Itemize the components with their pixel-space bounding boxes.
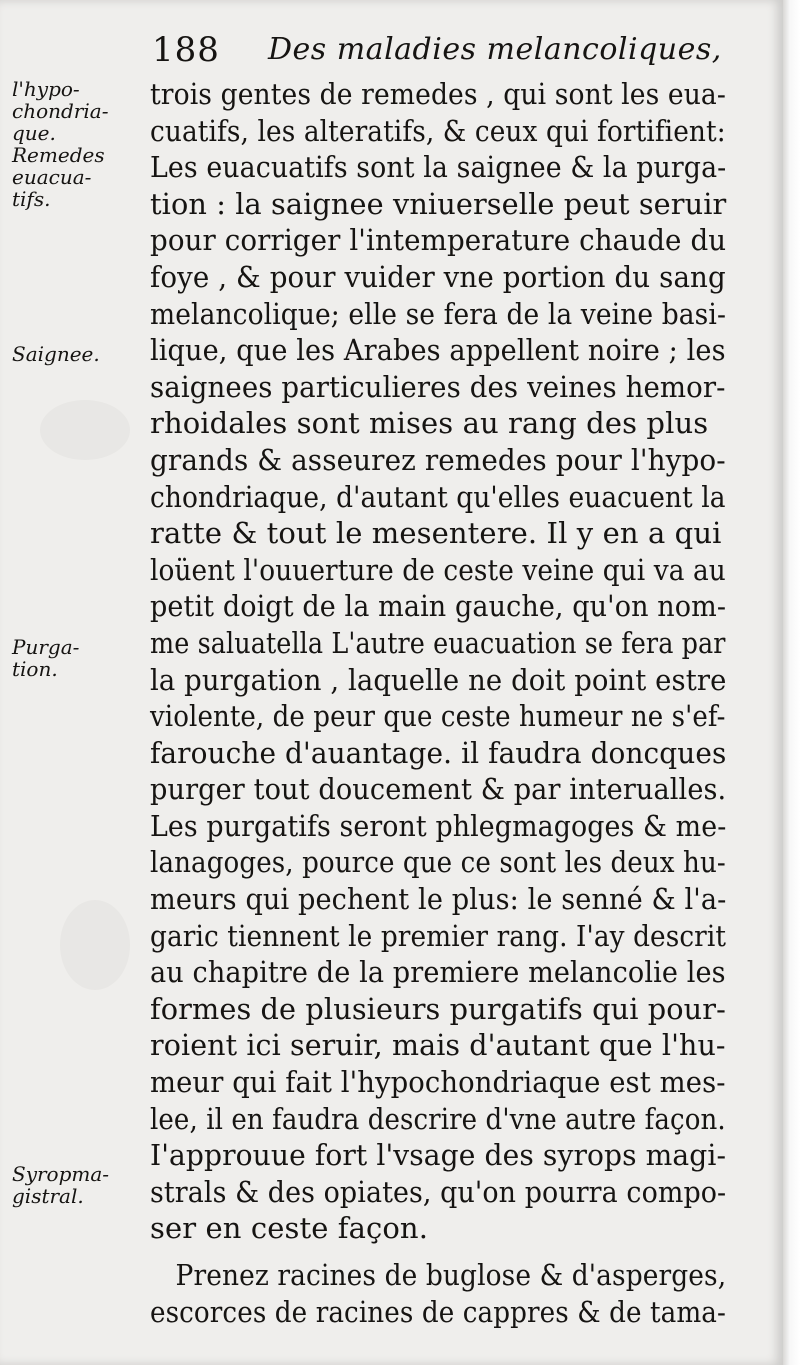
marginal-note-syrop-magistral <box>12 1163 142 1207</box>
marginal-note-line: Purga- <box>12 635 80 659</box>
text-line: trois gentes de remedes , qui sont les eua- <box>150 77 726 111</box>
running-title: Des maladies melancoliques, <box>268 32 722 67</box>
text-line: chondriaque, d'autant qu'elles euacuent la <box>150 479 726 514</box>
marginal-note-line: Remedes <box>12 143 105 167</box>
text-line: grands & asseurez remedes pour l'hypo- <box>150 442 726 477</box>
page-edge <box>783 0 800 1365</box>
text-line: roient ici seruir, mais d'autant que l'hu- <box>150 1028 726 1063</box>
text-line: ratte & tout le mesentere. Il y en a qui <box>150 516 722 551</box>
text-line: la purgation , laquelle ne doit point estre <box>150 662 727 697</box>
text-line: au chapitre de la premiere melancolie les <box>150 955 726 990</box>
text-line: saignees particulieres des veines hemor- <box>150 369 726 404</box>
marginal-note-line: tifs. <box>12 187 51 211</box>
text-line: rhoidales sont mises au rang des plus <box>150 406 709 441</box>
text-line: meur qui fait l'hypochondriaque est mes- <box>150 1065 726 1100</box>
marginal-note-line: gistral. <box>12 1184 84 1208</box>
text-line: lanagoges, pource que ce sont les deux hu- <box>150 845 726 880</box>
text-line: strals & des opiates, qu'on pourra compo- <box>150 1174 727 1209</box>
marginal-note-line: chondria- <box>12 99 109 123</box>
text-line: meurs qui pechent le plus: le senné & l'a- <box>150 882 727 917</box>
paragraph-first-line: Prenez racines de buglose & d'asperges, <box>175 1258 727 1292</box>
text-line: garic tiennent le premier rang. I'ay descrit <box>150 918 727 953</box>
page-number: 188 <box>152 30 220 70</box>
text-line: formes de plusieurs purgatifs qui pour- <box>150 991 726 1026</box>
marginal-note-saignee <box>12 343 142 365</box>
marginal-note-line: Syropma- <box>12 1162 110 1186</box>
text-line: loüent l'ouuerture de ceste veine qui va au <box>150 552 726 587</box>
page-header <box>152 28 767 72</box>
text-line: ser en ceste façon. <box>150 1211 429 1246</box>
text-line: purger tout doucement & par interualles. <box>150 772 727 807</box>
text-line: petit doigt de la main gauche, qu'on nom- <box>150 589 727 624</box>
text-line: foye , & pour vuider vne portion du sang <box>150 259 726 294</box>
marginal-note-purgation <box>12 636 142 680</box>
text-line: Les euacuatifs sont la saignee & la purga- <box>150 150 727 185</box>
marginal-note-line: tion. <box>12 657 58 681</box>
marginal-note-hypochondriaque-remedes <box>12 78 142 210</box>
text-line: Les purgatifs seront phlegmagoges & me- <box>150 808 727 843</box>
text-line: pour corriger l'intemperature chaude du <box>150 223 727 258</box>
body-text <box>150 76 730 1330</box>
text-line: lique, que les Arabes appellent noire ; les <box>150 333 726 368</box>
marginal-note-line: l'hypo- <box>12 77 80 101</box>
marginal-note-line: que. <box>12 121 56 145</box>
text-line: escorces de racines de cappres & de tama- <box>150 1294 726 1329</box>
paper-stain <box>60 900 130 990</box>
marginal-note-line: Saignee. <box>12 342 100 366</box>
text-line: tion : la saignee vniuerselle peut seruir <box>150 186 727 221</box>
text-line: cuatifs, les alteratifs, & ceux qui fortifient: <box>150 113 726 148</box>
text-line: I'approuue fort l'vsage des syrops magi- <box>150 1138 727 1173</box>
text-line: melancolique; elle se fera de la veine basi- <box>150 296 726 331</box>
paper-stain <box>40 400 130 460</box>
text-line: farouche d'auantage. il faudra doncques <box>150 735 727 770</box>
text-line: me saluatella L'autre euacuation se fera par <box>150 625 726 660</box>
text-line: violente, de peur que ceste humeur ne s'ef- <box>150 699 726 734</box>
marginal-note-line: euacua- <box>12 165 92 189</box>
text-line: lee, il en faudra descrire d'vne autre façon. <box>150 1101 726 1136</box>
